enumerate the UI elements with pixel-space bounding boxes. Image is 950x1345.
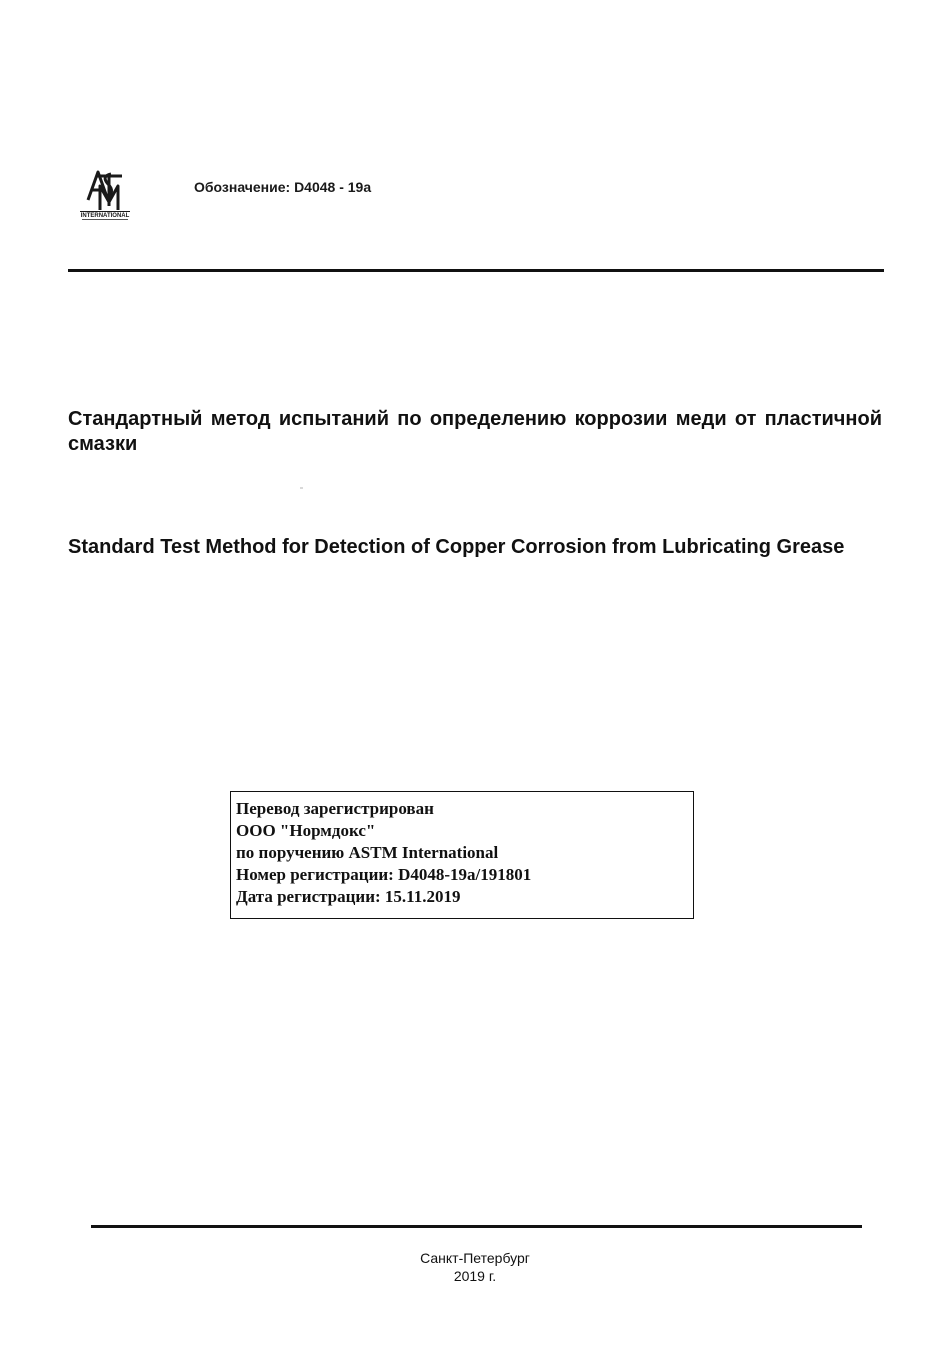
astm-logo <box>78 166 132 222</box>
title-english: Standard Test Method for Detection of Copper Corrosion from Lubricating Grease <box>68 536 845 558</box>
astm-logo-icon <box>78 166 132 222</box>
footer <box>0 1249 950 1285</box>
registration-line: ООО "Нормдокс" <box>236 821 376 840</box>
registration-line: Номер регистрации: D4048-19a/191801 <box>236 865 532 884</box>
bottom-divider <box>91 1225 862 1228</box>
designation: Обозначение: D4048 - 19a <box>194 179 372 195</box>
registration-line: Дата регистрации: 15.11.2019 <box>236 887 461 906</box>
footer-city: Санкт-Петербург <box>420 1250 530 1266</box>
registration-line: по поручению ASTM International <box>236 843 499 862</box>
footer-year: 2019 г. <box>453 1268 497 1284</box>
title-russian: Стандартный метод испытаний по определению коррозии меди от пластичной смазки <box>68 408 882 455</box>
top-divider <box>68 269 884 272</box>
logo-text: INTERNATIONAL <box>80 213 130 219</box>
registration-box <box>230 791 694 919</box>
scan-speck <box>300 487 303 489</box>
registration-line: Перевод зарегистрирован <box>236 799 434 818</box>
